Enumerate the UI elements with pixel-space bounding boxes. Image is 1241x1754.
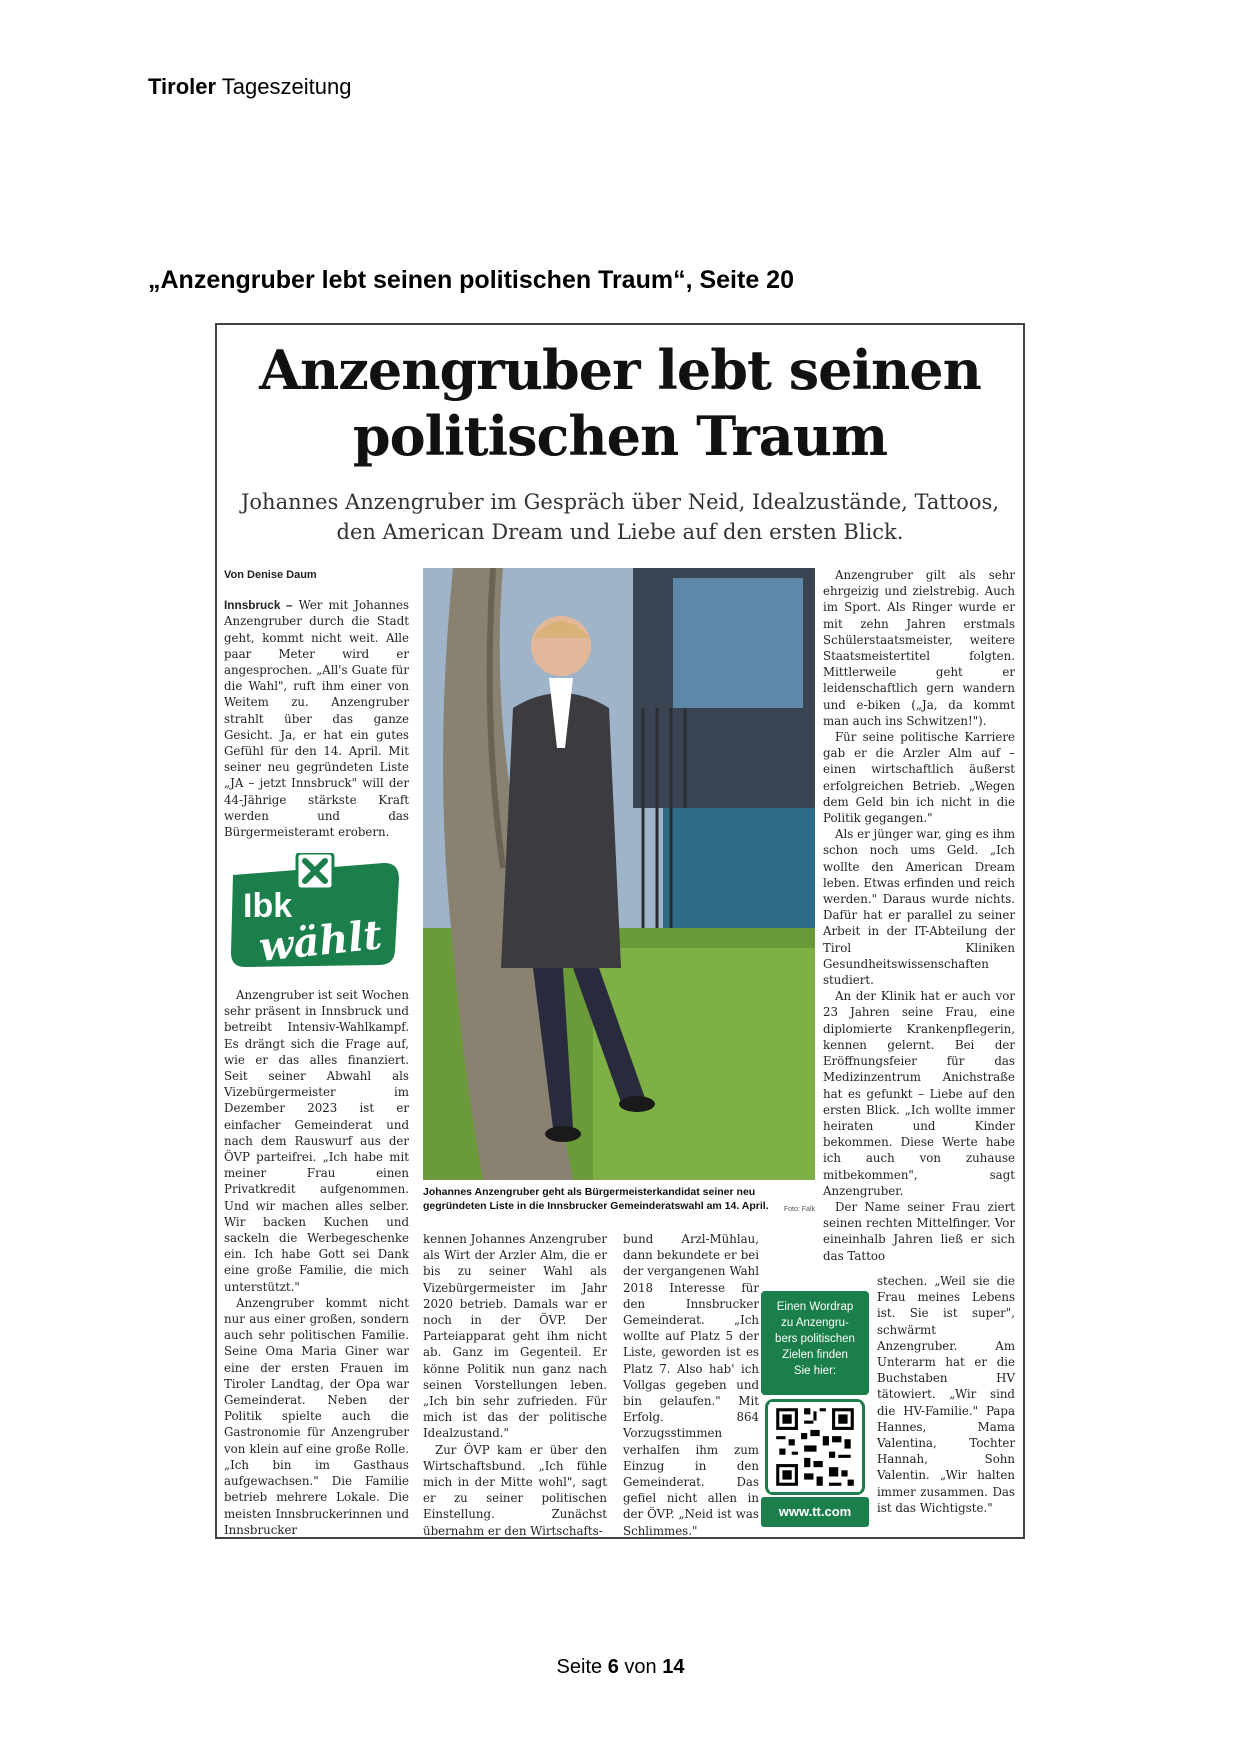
page-footer <box>0 1656 1241 1679</box>
footer-middle: von <box>624 1656 657 1678</box>
photo-caption <box>423 1185 815 1217</box>
paragraph: Der Name seiner Frau ziert seinen rechten Mittelfinger. Vor eineinhalb Jahren ließ er sich das Tattoo <box>823 1199 1015 1263</box>
document-title: „Anzengruber lebt seinen politischen Traum“, Seite 20 <box>148 266 794 294</box>
column-1-top <box>224 567 409 840</box>
ibk-waehlt-logo <box>227 853 405 971</box>
article-subhead <box>227 487 1013 547</box>
column-1-bottom <box>224 987 409 1538</box>
paragraph: Anzengruber gilt als sehr ehrgeizig und zielstrebig. Auch im Sport. Als Ringer wurde er mit zehn Jahren erstmals Schülerstaatsmeister, weitere Staatsmeistertitel folgten. Mittlerweile geht er leidenschaftlich gern wandern und e-biken („Ja, da kommt man auch ins Schwitzen!"). <box>823 568 1015 728</box>
qr-text-line: Sie hier: <box>793 1365 837 1377</box>
author-byline: Von Denise Daum <box>224 569 317 581</box>
footer-page-number: 6 <box>607 1656 619 1678</box>
qr-code-frame[interactable] <box>765 1399 865 1495</box>
paragraph: Anzengruber ist seit Wochen sehr präsent in Innsbruck und betreibt Intensiv-Wahlkampf. Es drängt sich die Frage auf, wie er das alles finanziert. Seit seiner Abwahl als Vizebürgermeister im Dezember 2023 ist er einfacher Gemeinderat und nach dem Rauswurf aus der ÖVP parteifrei. „Ich habe mit meiner Frau einen Privatkredit aufgenommen. Und wir machen alles selber. Wir backen Kuchen und sackeln die Werbegeschenke ein. Ich habe Gott sei Dank eine große Familie, die mich unterstützt." <box>224 988 409 1294</box>
publication-name <box>148 74 351 100</box>
qr-text-line: Einen Wordrap <box>776 1301 854 1313</box>
paragraph: kennen Johannes Anzengruber als Wirt der Arzler Alm, die er bis zu seiner Wahl als Vizebürgermeister im Jahr 2020 betrieb. Damals war er noch in der ÖVP. Der Parteiapparat geht ihm nicht ab. Ganz im Gegenteil. Er könne Politik nun ganz nach seinen Vorstellungen leben. „Ich bin sehr zufrieden. Für mich ist das der politische Idealzustand." <box>423 1232 607 1441</box>
article-headline <box>217 337 1023 469</box>
qr-text-line: zu Anzengru- <box>781 1317 849 1329</box>
logo-text-ibk: Ibk <box>243 887 293 925</box>
qr-url-link[interactable]: www.tt.com <box>761 1497 869 1527</box>
subhead-line-1: Johannes Anzengruber im Gespräch über Neid, Idealzustände, Tattoos, <box>241 490 999 514</box>
article-photo <box>423 568 815 1180</box>
qr-text-line: Zielen finden <box>782 1349 848 1361</box>
paragraph-text: Wer mit Johannes Anzengruber durch die Stadt geht, kommt nicht weit. Alle paar Meter wird er angesprochen. „All's Guate für die Wahl", ruft ihm einer von Weitem zu. Anzengruber strahlt über das ganze Gesicht. Ja, er hat ein gutes Gefühl für den 14. April. Mit seiner neu gegründeten Liste „JA – jetzt Innsbruck" will der 44-Jährige stärkste Kraft werden und das Bürgermeisteramt erobern. <box>224 598 410 840</box>
qr-code-icon <box>768 1402 862 1492</box>
paragraph: Anzengruber kommt nicht nur aus einer großen, sondern auch sehr politischen Familie. Seine Oma Maria Giner war eine der ersten Frauen im Tiroler Landtag, der Opa war Gemeinderat. Neben der Politik spielte auch die Gastronomie für Anzengruber von klein auf eine große Rolle. „Ich bin im Gasthaus aufgewachsen." Die Familie betrieb mehrere Lokale. Die meisten Innsbruckerinnen und Innsbrucker <box>224 1295 409 1537</box>
headline-line-1: Anzengruber lebt seinen <box>259 338 981 402</box>
qr-promo-text <box>761 1291 869 1395</box>
paragraph: Für seine politische Karriere gab er die Arzler Alm auf – einen wirtschaftlich äußerst erfolgreichen Betrieb. „Wegen dem Geld bin ich nicht in die Politik gegangen." <box>823 730 1015 826</box>
paragraph: bund Arzl-Mühlau, dann bekundete er bei der vergangenen Wahl 2018 Interesse für den Innsbrucker Gemeinderat. „Ich wollte auf Platz 5 der Liste, geworden ist es Platz 7. Also hab' ich Vollgas gegeben und bin gelaufen." Mit Erfolg. 864 Vorzugsstimmen verhalfen ihm zum Einzug in den Gemeinderat. Das gefiel nicht allen in der ÖVP. „Neid ist was Schlimmes." <box>623 1232 759 1538</box>
headline-line-2: politischen Traum <box>352 404 888 468</box>
publication-name-bold: Tiroler <box>148 74 217 99</box>
qr-promo-box[interactable] <box>761 1291 869 1531</box>
paragraph: Als er jünger war, ging es ihm schon noch ums Geld. „Ich wollte den American Dream leben. Etwas erfinden und reich werden." Daraus wurde nichts. Dafür hat er parallel zu seiner Arbeit in der IT-Abteilung der Tirol Kliniken Gesundheitswissenschaften studiert. <box>823 827 1015 988</box>
footer-page-total: 14 <box>662 1656 685 1678</box>
paragraph: stechen. „Weil sie die Frau meines Lebens ist. Sie ist super", schwärmt Anzengruber. Am Unterarm hat er die Buchstaben HV tätowiert. „Wir sind die HV-Familie." Papa Hannes, Mama Valentina, Tochter Hannah, Sohn Valentin. „Wir halten immer zusammen. Das ist das Wichtigste." <box>877 1274 1015 1515</box>
column-4 <box>823 567 1015 1264</box>
newspaper-clipping <box>215 323 1025 1539</box>
logo-text-waehlt: wählt <box>256 911 385 971</box>
paragraph: Zur ÖVP kam er über den Wirtschaftsbund. „Ich fühle mich in der Mitte wohl", sagt er zu seiner politischen Einstellung. Zunächst übernahm er den Wirtschafts- <box>423 1442 607 1538</box>
publication-name-rest: Tageszeitung <box>221 74 352 99</box>
subhead-line-2: den American Dream und Liebe auf den ersten Blick. <box>336 520 904 544</box>
photo-credit: Foto: Falk <box>783 1206 815 1213</box>
paragraph: An der Klinik hat er auch vor 23 Jahren seine Frau, eine diplomierte Krankenpflegerin, kennen gelernt. Bei der Eröffnungsfeier für das Medizinzentrum Anichstraße hat es gefunkt – Liebe auf den ersten Blick. „Ich wollte immer heiraten und Kinder bekommen. Diese Werte habe ich auch von zuhause mitbekommen", sagt Anzengruber. <box>823 989 1015 1198</box>
caption-text: Johannes Anzengruber geht als Bürgermeisterkandidat seiner neu gegründeten Liste in die Innsbrucker Gemeinderatswahl am 14. April. <box>423 1186 769 1212</box>
column-2 <box>423 1231 607 1539</box>
column-4-continuation <box>877 1273 1015 1516</box>
dateline: Innsbruck – <box>224 598 293 613</box>
column-3 <box>623 1231 759 1539</box>
footer-prefix: Seite <box>556 1656 603 1678</box>
qr-text-line: bers politischen <box>775 1333 855 1345</box>
paragraph <box>224 597 409 840</box>
